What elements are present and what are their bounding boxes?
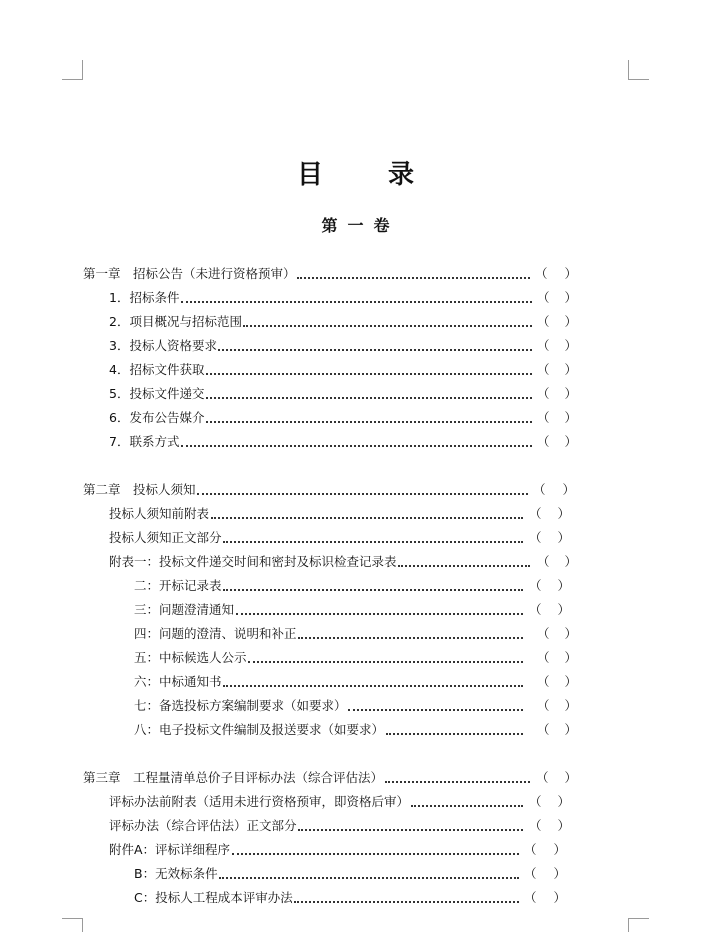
toc-item[interactable] <box>109 553 577 571</box>
dot-leader <box>206 397 532 399</box>
close-paren: ） <box>564 362 577 377</box>
close-paren: ） <box>562 482 575 497</box>
dot-leader <box>411 805 523 807</box>
close-paren: ） <box>557 602 570 617</box>
dot-leader <box>348 709 523 711</box>
crop-mark-bottom-left-h <box>62 918 83 919</box>
toc-entry-label: 第一章 招标公告（未进行资格预审） <box>83 266 296 281</box>
toc-entry-label: 5．投标文件递交 <box>109 386 205 401</box>
close-paren: ） <box>553 890 566 905</box>
toc-entry-label: 附件A：评标详细程序 <box>109 842 231 857</box>
close-paren: ） <box>557 818 570 833</box>
toc-item[interactable] <box>109 433 577 451</box>
dot-leader <box>298 829 523 831</box>
open-paren: （ <box>536 770 549 785</box>
toc-item[interactable] <box>109 529 570 547</box>
open-paren: （ <box>533 482 546 497</box>
close-paren: ） <box>564 386 577 401</box>
toc-entry-label: 投标人须知正文部分 <box>109 530 222 545</box>
toc-entry-label: 6．发布公告媒介 <box>109 410 205 425</box>
open-paren: （ <box>529 530 542 545</box>
open-paren: （ <box>537 410 550 425</box>
toc-item[interactable] <box>109 505 570 523</box>
dot-leader <box>385 781 530 783</box>
toc-entry-label: 六：中标通知书 <box>134 674 222 689</box>
dot-leader <box>223 589 523 591</box>
open-paren: （ <box>524 866 537 881</box>
close-paren: ） <box>553 842 566 857</box>
toc-entry-label: 评标办法前附表（适用未进行资格预审，即资格后审） <box>109 794 410 809</box>
toc-item[interactable] <box>134 697 577 715</box>
open-paren: （ <box>529 818 542 833</box>
toc-entry-label: 五：中标候选人公示 <box>134 650 247 665</box>
toc-item[interactable] <box>134 721 577 739</box>
open-paren: （ <box>537 674 550 689</box>
toc-entry-label: 四：问题的澄清、说明和补正 <box>134 626 297 641</box>
chapter-heading[interactable] <box>83 769 577 787</box>
close-paren: ） <box>557 506 570 521</box>
toc-item[interactable] <box>134 865 566 883</box>
dot-leader <box>236 613 523 615</box>
toc-item[interactable] <box>134 889 566 907</box>
toc-entry-label: 7．联系方式 <box>109 434 180 449</box>
toc-entry-label: 第二章 投标人须知 <box>83 482 196 497</box>
crop-mark-bottom-right-v <box>628 918 629 932</box>
dot-leader <box>297 277 530 279</box>
close-paren: ） <box>564 722 577 737</box>
dot-leader <box>248 661 523 663</box>
open-paren: （ <box>537 386 550 401</box>
dot-leader <box>181 301 532 303</box>
close-paren: ） <box>564 266 577 281</box>
toc-entry-label: 二：开标记录表 <box>134 578 222 593</box>
close-paren: ） <box>564 290 577 305</box>
dot-leader <box>294 901 519 903</box>
dot-leader <box>223 541 523 543</box>
close-paren: ） <box>564 698 577 713</box>
dot-leader <box>197 493 528 495</box>
open-paren: （ <box>537 626 550 641</box>
toc-item[interactable] <box>109 313 577 331</box>
toc-entry-label: 3．投标人资格要求 <box>109 338 217 353</box>
dot-leader <box>206 373 532 375</box>
crop-mark-top-left-v <box>82 60 83 80</box>
toc-entry-label: B：无效标条件 <box>134 866 218 881</box>
toc-item[interactable] <box>134 673 577 691</box>
toc-item[interactable] <box>109 793 570 811</box>
toc-entry-label: 三：问题澄清通知 <box>134 602 235 617</box>
open-paren: （ <box>529 602 542 617</box>
dot-leader <box>386 733 523 735</box>
toc-item[interactable] <box>134 649 577 667</box>
dot-leader <box>232 853 519 855</box>
close-paren: ） <box>557 794 570 809</box>
open-paren: （ <box>537 554 550 569</box>
open-paren: （ <box>537 722 550 737</box>
close-paren: ） <box>564 554 577 569</box>
toc-item[interactable] <box>109 337 577 355</box>
toc-item[interactable] <box>109 817 570 835</box>
toc-item[interactable] <box>134 601 570 619</box>
dot-leader <box>223 685 523 687</box>
crop-mark-top-right-h <box>628 79 649 80</box>
toc-item[interactable] <box>109 289 577 307</box>
open-paren: （ <box>537 338 550 353</box>
crop-mark-bottom-left-v <box>82 918 83 932</box>
open-paren: （ <box>529 794 542 809</box>
toc-entry-label: C：投标人工程成本评审办法 <box>134 890 293 905</box>
open-paren: （ <box>537 314 550 329</box>
close-paren: ） <box>564 650 577 665</box>
close-paren: ） <box>564 626 577 641</box>
toc-item[interactable] <box>134 625 577 643</box>
open-paren: （ <box>524 842 537 857</box>
chapter-heading[interactable] <box>83 265 577 283</box>
open-paren: （ <box>537 362 550 377</box>
dot-leader <box>398 565 530 567</box>
toc-title: 目 录 <box>296 160 443 190</box>
volume-heading: 第一卷 <box>321 216 400 235</box>
toc-item[interactable] <box>109 361 577 379</box>
toc-entry-label: 1．招标条件 <box>109 290 180 305</box>
dot-leader <box>206 421 532 423</box>
toc-entry-label: 4．招标文件获取 <box>109 362 205 377</box>
open-paren: （ <box>537 698 550 713</box>
open-paren: （ <box>524 890 537 905</box>
toc-entry-label: 八：电子投标文件编制及报送要求（如要求） <box>134 722 385 737</box>
chapter-heading[interactable] <box>83 481 575 499</box>
open-paren: （ <box>537 434 550 449</box>
toc-item[interactable] <box>134 577 570 595</box>
toc-entry-label: 第三章 工程量清单总价子目评标办法（综合评估法） <box>83 770 384 785</box>
dot-leader <box>181 445 532 447</box>
toc-entry-label: 2．项目概况与招标范围 <box>109 314 242 329</box>
dot-leader <box>211 517 523 519</box>
toc-entry-label: 附表一：投标文件递交时间和密封及标识检查记录表 <box>109 554 397 569</box>
close-paren: ） <box>557 578 570 593</box>
toc-item[interactable] <box>109 841 566 859</box>
close-paren: ） <box>564 434 577 449</box>
dot-leader <box>298 637 523 639</box>
dot-leader <box>243 325 532 327</box>
close-paren: ） <box>564 338 577 353</box>
open-paren: （ <box>535 266 548 281</box>
open-paren: （ <box>537 650 550 665</box>
crop-mark-top-right-v <box>628 60 629 80</box>
toc-entry-label: 投标人须知前附表 <box>109 506 210 521</box>
open-paren: （ <box>529 506 542 521</box>
crop-mark-bottom-right-h <box>628 918 649 919</box>
close-paren: ） <box>564 674 577 689</box>
dot-leader <box>219 877 519 879</box>
open-paren: （ <box>537 290 550 305</box>
toc-item[interactable] <box>109 409 577 427</box>
open-paren: （ <box>529 578 542 593</box>
close-paren: ） <box>557 530 570 545</box>
close-paren: ） <box>564 770 577 785</box>
close-paren: ） <box>553 866 566 881</box>
dot-leader <box>218 349 532 351</box>
crop-mark-top-left-h <box>62 79 83 80</box>
toc-item[interactable] <box>109 385 577 403</box>
toc-entry-label: 评标办法（综合评估法）正文部分 <box>109 818 297 833</box>
close-paren: ） <box>564 410 577 425</box>
toc-entry-label: 七：备选投标方案编制要求（如要求） <box>134 698 347 713</box>
close-paren: ） <box>564 314 577 329</box>
